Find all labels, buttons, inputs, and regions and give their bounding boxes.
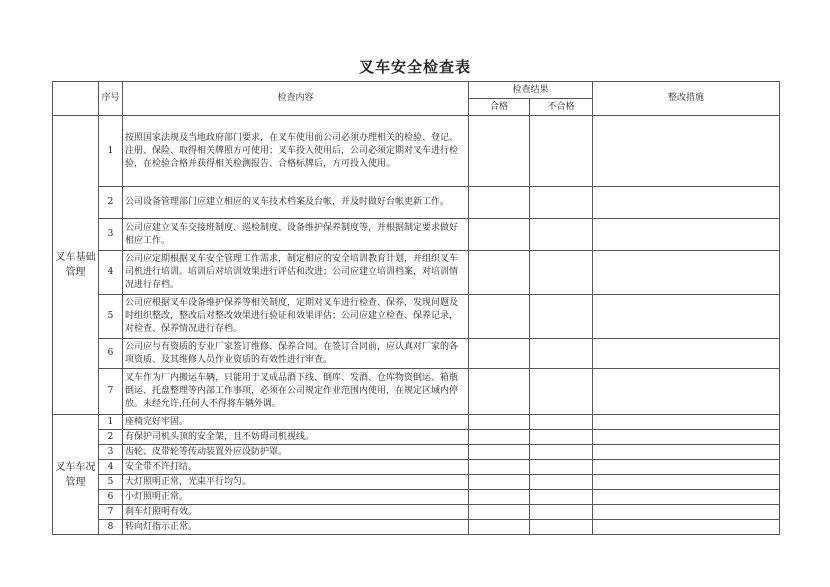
measures-cell[interactable] [593,460,780,475]
measures-cell[interactable] [593,415,780,430]
pass-cell[interactable] [469,505,530,520]
row-number: 3 [99,219,123,251]
row-number: 8 [99,520,123,535]
measures-cell[interactable] [593,295,780,339]
pass-cell[interactable] [469,430,530,445]
header-fail: 不合格 [530,99,593,116]
fail-cell[interactable] [530,219,593,251]
measures-cell[interactable] [593,490,780,505]
table-row [53,369,780,415]
table-row [53,415,780,430]
row-content: 安全带不许打结。 [123,460,469,475]
row-number: 1 [99,415,123,430]
header-result: 检查结果 [469,82,593,99]
row-content: 公司应与有资质的专业厂家签订维修、保养合同。在签订合同前，应认真对厂家的各项资质、及其维修人员作业资质的有效性进行审查。 [123,339,469,369]
section-name: 叉车车况管理 [53,415,99,535]
row-content: 有保护司机头顶的安全架，且不妨碍司机视线。 [123,430,469,445]
pass-cell[interactable] [469,415,530,430]
row-number: 4 [99,251,123,295]
table-row [53,219,780,251]
row-number: 6 [99,490,123,505]
pass-cell[interactable] [469,219,530,251]
row-number: 1 [99,116,123,187]
row-number: 4 [99,460,123,475]
row-content: 公司应定期根据叉车安全管理工作需求，制定相应的安全培训教育计划，并组织叉车司机进行培训。培训后对培训效果进行评估和改进；公司应建立培训档案，对培训情况进行存档。 [123,251,469,295]
fail-cell[interactable] [530,490,593,505]
measures-cell[interactable] [593,187,780,219]
table-row [53,116,780,187]
row-content: 转向灯指示正常。 [123,520,469,535]
pass-cell[interactable] [469,251,530,295]
fail-cell[interactable] [530,415,593,430]
measures-cell[interactable] [593,445,780,460]
row-number: 7 [99,505,123,520]
table-row [53,430,780,445]
fail-cell[interactable] [530,430,593,445]
row-content: 按照国家法规及当地政府部门要求，在叉车使用前公司必须办理相关的检验、登记、注册、保险、取得相关牌照方可使用；叉车投入使用后，公司必须定期对叉车进行检验，在检验合格并获得相关检测报告、合格标牌后，方可投入使用。 [123,116,469,187]
row-number: 7 [99,369,123,415]
row-content: 小灯照明正常。 [123,490,469,505]
pass-cell[interactable] [469,490,530,505]
row-number: 2 [99,187,123,219]
row-content: 公司设备管理部门应建立相应的叉车技术档案及台帐，并及时做好台帐更新工作。 [123,187,469,219]
table-row [53,251,780,295]
fail-cell[interactable] [530,251,593,295]
header-blank [53,82,99,116]
row-content: 刹车灯照明有效。 [123,505,469,520]
fail-cell[interactable] [530,505,593,520]
measures-cell[interactable] [593,251,780,295]
header-seq: 序号 [99,82,123,116]
pass-cell[interactable] [469,445,530,460]
row-number: 3 [99,445,123,460]
measures-cell[interactable] [593,339,780,369]
page-title: 叉车安全检查表 [358,58,471,76]
pass-cell[interactable] [469,369,530,415]
fail-cell[interactable] [530,339,593,369]
measures-cell[interactable] [593,369,780,415]
fail-cell[interactable] [530,475,593,490]
pass-cell[interactable] [469,339,530,369]
row-content: 公司应建立叉车交接班制度、巡检制度、设备维护保养制度等，并根据制定要求做好相应工作。 [123,219,469,251]
header-content: 检查内容 [123,82,469,116]
measures-cell[interactable] [593,505,780,520]
fail-cell[interactable] [530,445,593,460]
fail-cell[interactable] [530,187,593,219]
fail-cell[interactable] [530,295,593,339]
header-measures: 整改措施 [593,82,780,116]
row-content: 座椅完好牢固。 [123,415,469,430]
table-row [53,505,780,520]
table-row [53,339,780,369]
row-number: 6 [99,339,123,369]
table-row [53,460,780,475]
table-row [53,475,780,490]
fail-cell[interactable] [530,520,593,535]
pass-cell[interactable] [469,460,530,475]
header-pass: 合格 [469,99,530,116]
fail-cell[interactable] [530,460,593,475]
measures-cell[interactable] [593,520,780,535]
table-row [53,187,780,219]
measures-cell[interactable] [593,219,780,251]
measures-cell[interactable] [593,116,780,187]
table-row [53,490,780,505]
row-content: 大灯照明正常，光束平行均匀。 [123,475,469,490]
pass-cell[interactable] [469,116,530,187]
row-content: 公司应根据叉车设备维护保养等相关制度，定期对叉车进行检查、保养，发现问题及时组织整改，整改后对整改效果进行验证和效果评估；公司应建立检查、保养记录，对检查、保养情况进行存档。 [123,295,469,339]
fail-cell[interactable] [530,369,593,415]
measures-cell[interactable] [593,475,780,490]
row-content: 齿轮、皮带轮等传动装置外应设防护罩。 [123,445,469,460]
section-name: 叉车基础管理 [53,116,99,415]
row-number: 2 [99,430,123,445]
table-row [53,445,780,460]
inspection-table [52,81,780,535]
row-number: 5 [99,295,123,339]
pass-cell[interactable] [469,295,530,339]
table-row [53,295,780,339]
row-content: 叉车作为厂内搬运车辆，只能用于叉成品酒下线、倒库、发酒、仓库物资倒运、箱瓶倒运、托盘整理等内部工作事项，必须在公司规定作业范围内使用，在规定区域内停放。未经允许,任何人不得将车辆外调。 [123,369,469,415]
measures-cell[interactable] [593,430,780,445]
fail-cell[interactable] [530,116,593,187]
row-number: 5 [99,475,123,490]
pass-cell[interactable] [469,187,530,219]
pass-cell[interactable] [469,520,530,535]
table-row [53,520,780,535]
pass-cell[interactable] [469,475,530,490]
